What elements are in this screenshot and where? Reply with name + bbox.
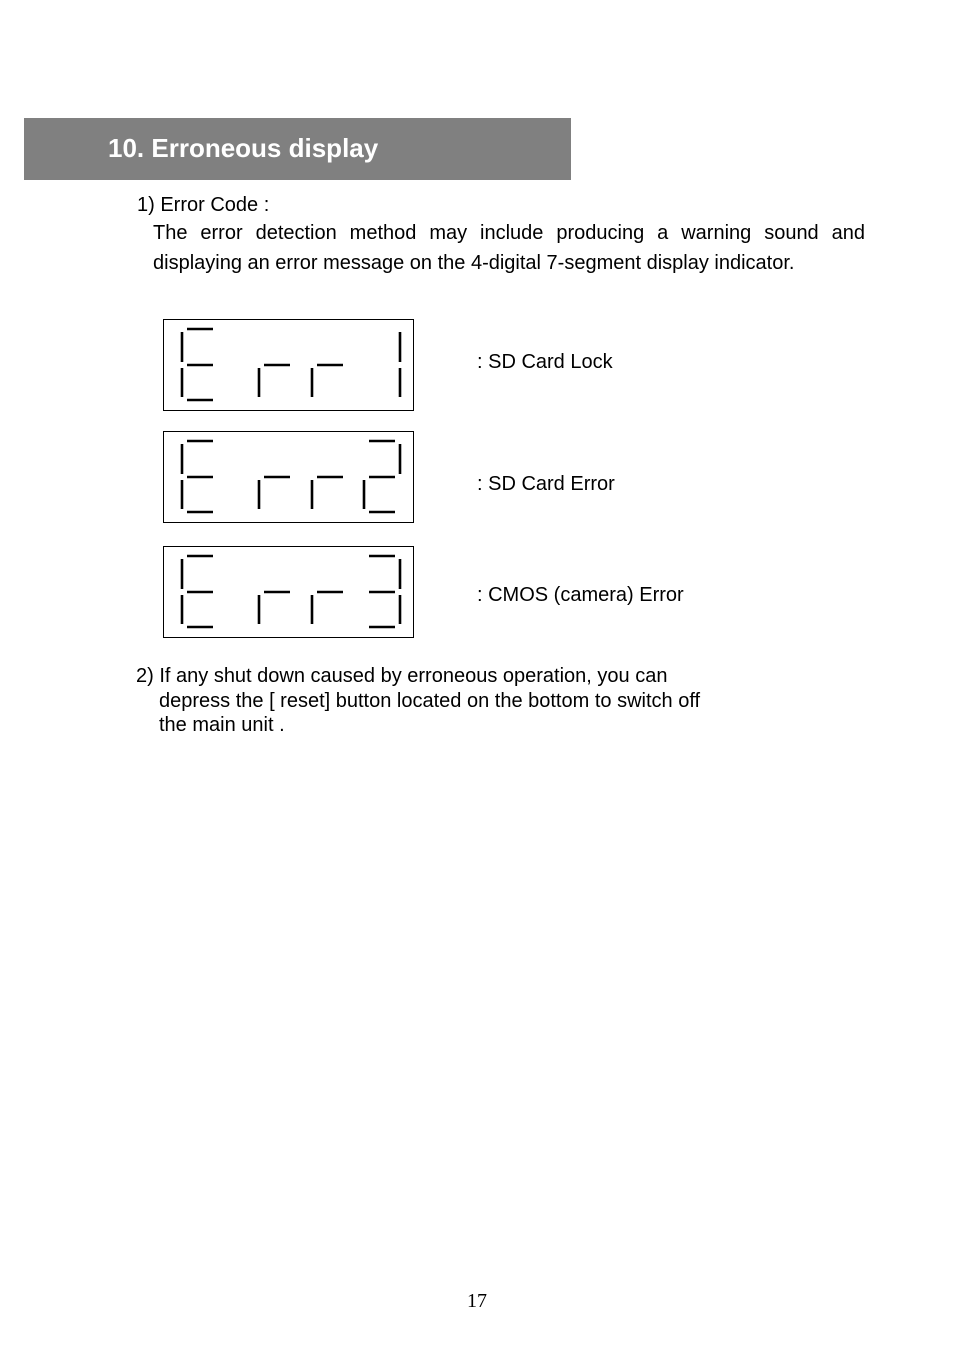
reset-instructions-line-2: depress the [ reset] button located on the bottom to switch off (159, 689, 701, 712)
error-code-paragraph: The error detection method may include producing a warning sound and displaying an error message on the 4-digital 7-segment display indicator. (153, 222, 865, 274)
reset-instructions-line-3: the main unit . (159, 714, 285, 736)
segment-display-err1-digits (164, 320, 413, 410)
error-description-err3: : CMOS (camera) Error (477, 584, 684, 606)
segment-display-err3 (163, 546, 414, 638)
segment-display-err1 (163, 319, 414, 411)
reset-instructions-line-1: 2) If any shut down caused by erroneous operation, you can (136, 665, 668, 687)
reset-instructions (136, 664, 700, 738)
section-title: 10. Erroneous display (108, 133, 379, 163)
error-description-err1: : SD Card Lock (477, 351, 613, 373)
page-number: 17 (467, 1290, 487, 1312)
section-banner (24, 118, 571, 180)
error-description-err2: : SD Card Error (477, 473, 615, 495)
segment-display-err2-digits (164, 432, 413, 522)
segment-display-err3-digits (164, 547, 413, 637)
error-code-heading: 1) Error Code : (137, 194, 270, 216)
segment-display-err2 (163, 431, 414, 523)
